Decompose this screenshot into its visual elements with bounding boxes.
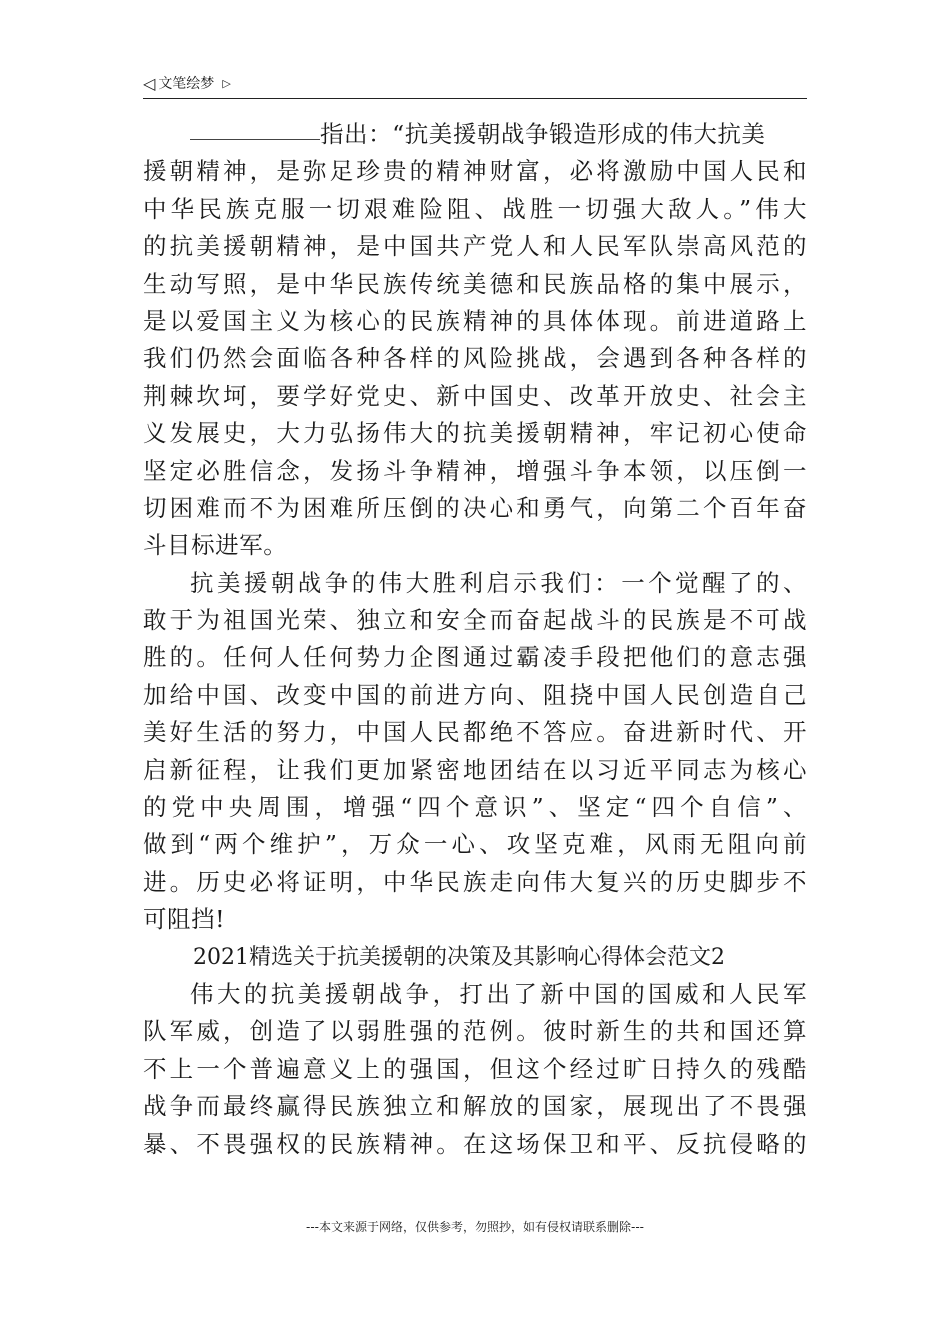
document-body: [143, 116, 807, 1163]
section-heading: 2021精选关于抗美援朝的决策及其影响心得体会范文2: [193, 944, 725, 970]
paragraph-3-line: 不上一个普遍意义上的强国，但这个经过旷日持久的残酷: [143, 1054, 807, 1083]
paragraph-1-line: 斗目标进军。: [143, 531, 288, 560]
paragraph-3-line: 暴、不畏强权的民族精神。在这场保卫和平、反抗侵略的: [143, 1129, 807, 1158]
paragraph-3-line: 伟大的抗美援朝战争，打出了新中国的国威和人民军: [190, 979, 807, 1008]
paragraph-2-line: 做到“两个维护”，万众一心、攻坚克难，风雨无阻向前: [143, 830, 807, 859]
paragraph-3-line: 队军威，创造了以弱胜强的范例。彼时新生的共和国还算: [143, 1017, 807, 1046]
triangle-left-icon: ◁: [143, 74, 156, 93]
paragraph-1-line: 指出：“抗美援朝战争锻造形成的伟大抗美: [143, 116, 807, 153]
paragraph-1-line: 切困难而不为困难所压倒的决心和勇气，向第二个百年奋: [143, 493, 807, 522]
paragraph-1-line: 荆棘坎坷，要学好党史、新中国史、改革开放史、社会主: [143, 381, 807, 410]
paragraph-1-line: 的抗美援朝精神，是中国共产党人和人民军队崇高风范的: [143, 232, 807, 261]
paragraph-2-line: 敢于为祖国光荣、独立和安全而奋起战斗的民族是不可战: [143, 606, 807, 635]
paragraph-2-line: 的党中央周围，增强“四个意识”、坚定“四个自信”、: [143, 793, 807, 822]
paragraph-2-line: 进。历史必将证明，中华民族走向伟大复兴的历史脚步不: [143, 867, 807, 896]
triangle-right-icon: ▷: [222, 77, 231, 90]
header-brand: 文笔绘梦: [158, 76, 215, 92]
paragraph-1-line: 我们仍然会面临各种各样的风险挑战，会遇到各种各样的: [143, 344, 807, 373]
paragraph-2-line: 美好生活的努力，中国人民都绝不答应。奋进新时代、开: [143, 718, 807, 747]
page-footer: ---本文来源于网络，仅供参考，勿照抄，如有侵权请联系删除---: [306, 1220, 644, 1234]
paragraph-3-line: 战争而最终赢得民族独立和解放的国家，展现出了不畏强: [143, 1092, 807, 1121]
paragraph-2-line: 胜的。任何人任何势力企图通过霸凌手段把他们的意志强: [143, 643, 807, 672]
paragraph-2-line: 加给中国、改变中国的前进方向、阻挠中国人民创造自己: [143, 680, 807, 709]
paragraph-1-line: 中华民族克服一切艰难险阻、战胜一切强大敌人。”伟大: [143, 194, 807, 223]
page-header: [143, 74, 807, 99]
paragraph-1-line: 生动写照，是中华民族传统美德和民族品格的集中展示，: [143, 269, 807, 298]
paragraph-2-line: 抗美援朝战争的伟大胜利启示我们：一个觉醒了的、: [190, 568, 807, 597]
paragraph-2-line: 可阻挡!: [143, 905, 226, 934]
paragraph-1-line: 坚定必胜信念，发扬斗争精神，增强斗争本领，以压倒一: [143, 456, 807, 485]
paragraph-1-line: 援朝精神，是弥足珍贵的精神财富，必将激励中国人民和: [143, 157, 807, 186]
paragraph-1-line: 是以爱国主义为核心的民族精神的具体体现。前进道路上: [143, 306, 807, 335]
paragraph-2-line: 启新征程，让我们更加紧密地团结在以习近平同志为核心: [143, 755, 807, 784]
paragraph-1-line: 义发展史，大力弘扬伟大的抗美援朝精神，牢记初心使命: [143, 419, 807, 448]
fill-in-blank: [190, 117, 320, 140]
